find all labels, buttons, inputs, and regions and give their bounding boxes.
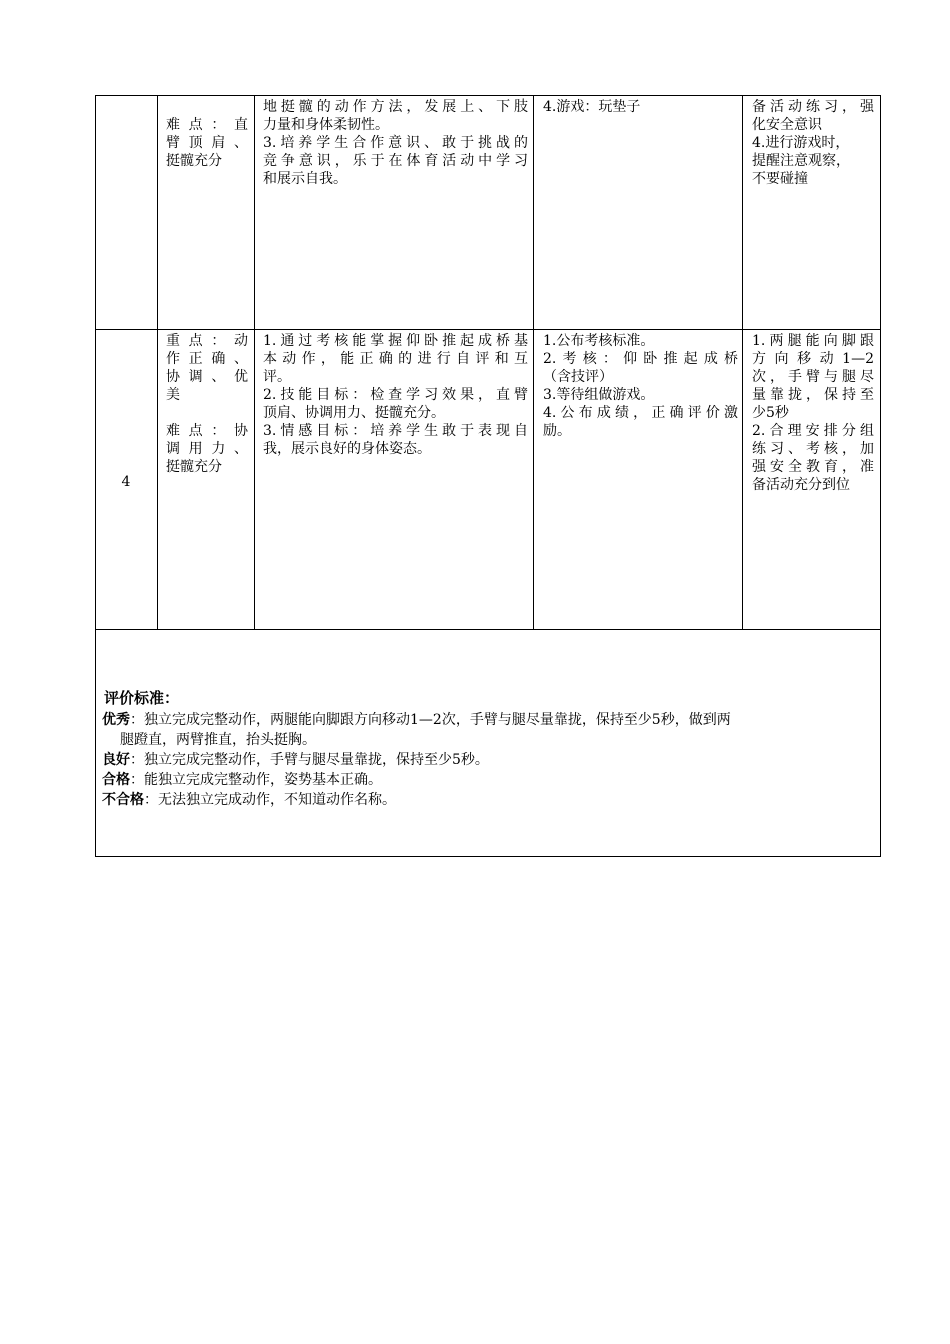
fail-criterion	[102, 790, 731, 810]
row3-focus-cell	[166, 116, 248, 170]
row3-focus-line: 挺髋充分	[166, 153, 222, 169]
row4-focus-line: 难点：协	[166, 423, 248, 439]
col-divider	[533, 96, 534, 629]
row4-note-line: 2.合理安排分组	[752, 423, 874, 439]
excellent-text: ：独立完成完整动作，两腿能向脚跟方向移动1—2次，手臂与腿尽量靠拢，保持至少5秒，做到两	[130, 712, 731, 728]
row4-focus-line: 调用力、	[166, 441, 248, 457]
pass-label: 合格	[102, 772, 130, 788]
row3-goal-line: 地挺髋的动作方法，发展上、下肢	[263, 99, 528, 115]
row4-note-line: 练习、考核，加	[752, 441, 874, 457]
evaluation-title: 评价标准：	[104, 689, 180, 707]
row4-goal-line: 1.通过考核能掌握仰卧推起成桥基	[263, 333, 528, 349]
spacer	[166, 404, 248, 422]
row3-note-cell	[752, 98, 874, 188]
row4-content-line: 3.等待组做游戏。	[543, 387, 655, 403]
row4-content-line: 1.公布考核标准。	[543, 333, 655, 349]
row4-goal-line: 我，展示良好的身体姿态。	[263, 441, 431, 457]
row3-goal-cell	[263, 98, 528, 188]
row3-goal-line: 3.培养学生合作意识、敢于挑战的	[263, 135, 528, 151]
fail-text: ：无法独立完成动作，不知道动作名称。	[144, 792, 396, 808]
col-divider	[742, 96, 743, 629]
row-divider	[96, 629, 880, 630]
row4-content-line: 4.公布成绩，正确评价激	[543, 405, 738, 421]
row4-focus-line: 协调、优	[166, 369, 248, 385]
row3-content-cell	[543, 98, 738, 116]
excellent-label: 优秀	[102, 712, 130, 728]
row-divider	[96, 329, 880, 330]
row3-goal-line: 竞争意识，乐于在体育活动中学习	[263, 153, 528, 169]
row4-focus-line: 作正确、	[166, 351, 248, 367]
col-divider	[254, 96, 255, 629]
row3-note-line: 提醒注意观察，	[752, 153, 850, 169]
row4-note-line: 1.两腿能向脚跟	[752, 333, 874, 349]
row4-focus-line: 美	[166, 387, 180, 403]
row4-goal-line: 顶肩、协调用力、挺髋充分。	[263, 405, 445, 421]
row4-number: 4	[121, 474, 131, 490]
good-text: ：独立完成完整动作，手臂与腿尽量靠拢，保持至少5秒。	[130, 752, 489, 768]
row3-goal-line: 和展示自我。	[263, 171, 347, 187]
row4-focus-line: 挺髋充分	[166, 459, 222, 475]
good-label: 良好	[102, 752, 130, 768]
evaluation-section	[104, 688, 731, 810]
good-criterion	[102, 750, 731, 770]
row4-content-line: 励。	[543, 423, 571, 439]
excellent-criterion	[102, 710, 731, 730]
pass-criterion	[102, 770, 731, 790]
row3-note-line: 4.进行游戏时，	[752, 135, 850, 151]
fail-label: 不合格	[102, 792, 144, 808]
row4-note-line: 少5秒	[752, 405, 789, 421]
row4-note-line: 备活动充分到位	[752, 477, 850, 493]
row4-note-line: 方向移动1—2	[752, 351, 874, 367]
row4-goal-line: 本动作，能正确的进行自评和互	[263, 351, 528, 367]
row4-goal-line: 2.技能目标：检查学习效果，直臂	[263, 387, 528, 403]
row3-note-line: 备活动练习，强	[752, 99, 874, 115]
row4-focus-line: 重点：动	[166, 333, 248, 349]
row4-focus-cell	[166, 332, 248, 476]
row4-content-cell	[543, 332, 738, 440]
row3-focus-line: 难点：直	[166, 117, 248, 133]
row3-note-line: 化安全意识	[752, 117, 822, 133]
row4-goal-line: 3.情感目标：培养学生敢于表现自	[263, 423, 528, 439]
row3-note-line: 不要碰撞	[752, 171, 808, 187]
row3-content-line: 4.游戏：玩垫子	[543, 99, 641, 115]
row4-note-line: 次，手臂与腿尽	[752, 369, 874, 385]
row4-content-line: 2.考核：仰卧推起成桥	[543, 351, 738, 367]
col-divider	[157, 96, 158, 629]
row4-note-cell	[752, 332, 874, 494]
row3-goal-line: 力量和身体柔韧性。	[263, 117, 389, 133]
row4-note-line: 强安全教育，准	[752, 459, 874, 475]
pass-text: ：能独立完成完整动作，姿势基本正确。	[130, 772, 382, 788]
excellent-text-2: 腿蹬直，两臂推直，抬头挺胸。	[120, 732, 316, 748]
row3-focus-line: 臂顶肩、	[166, 135, 248, 151]
row4-goal-cell	[263, 332, 528, 458]
excellent-criterion-continued	[120, 730, 731, 750]
row4-goal-line: 评。	[263, 369, 291, 385]
row4-note-line: 量靠拢，保持至	[752, 387, 874, 403]
row4-content-line: （含技评）	[543, 369, 613, 385]
